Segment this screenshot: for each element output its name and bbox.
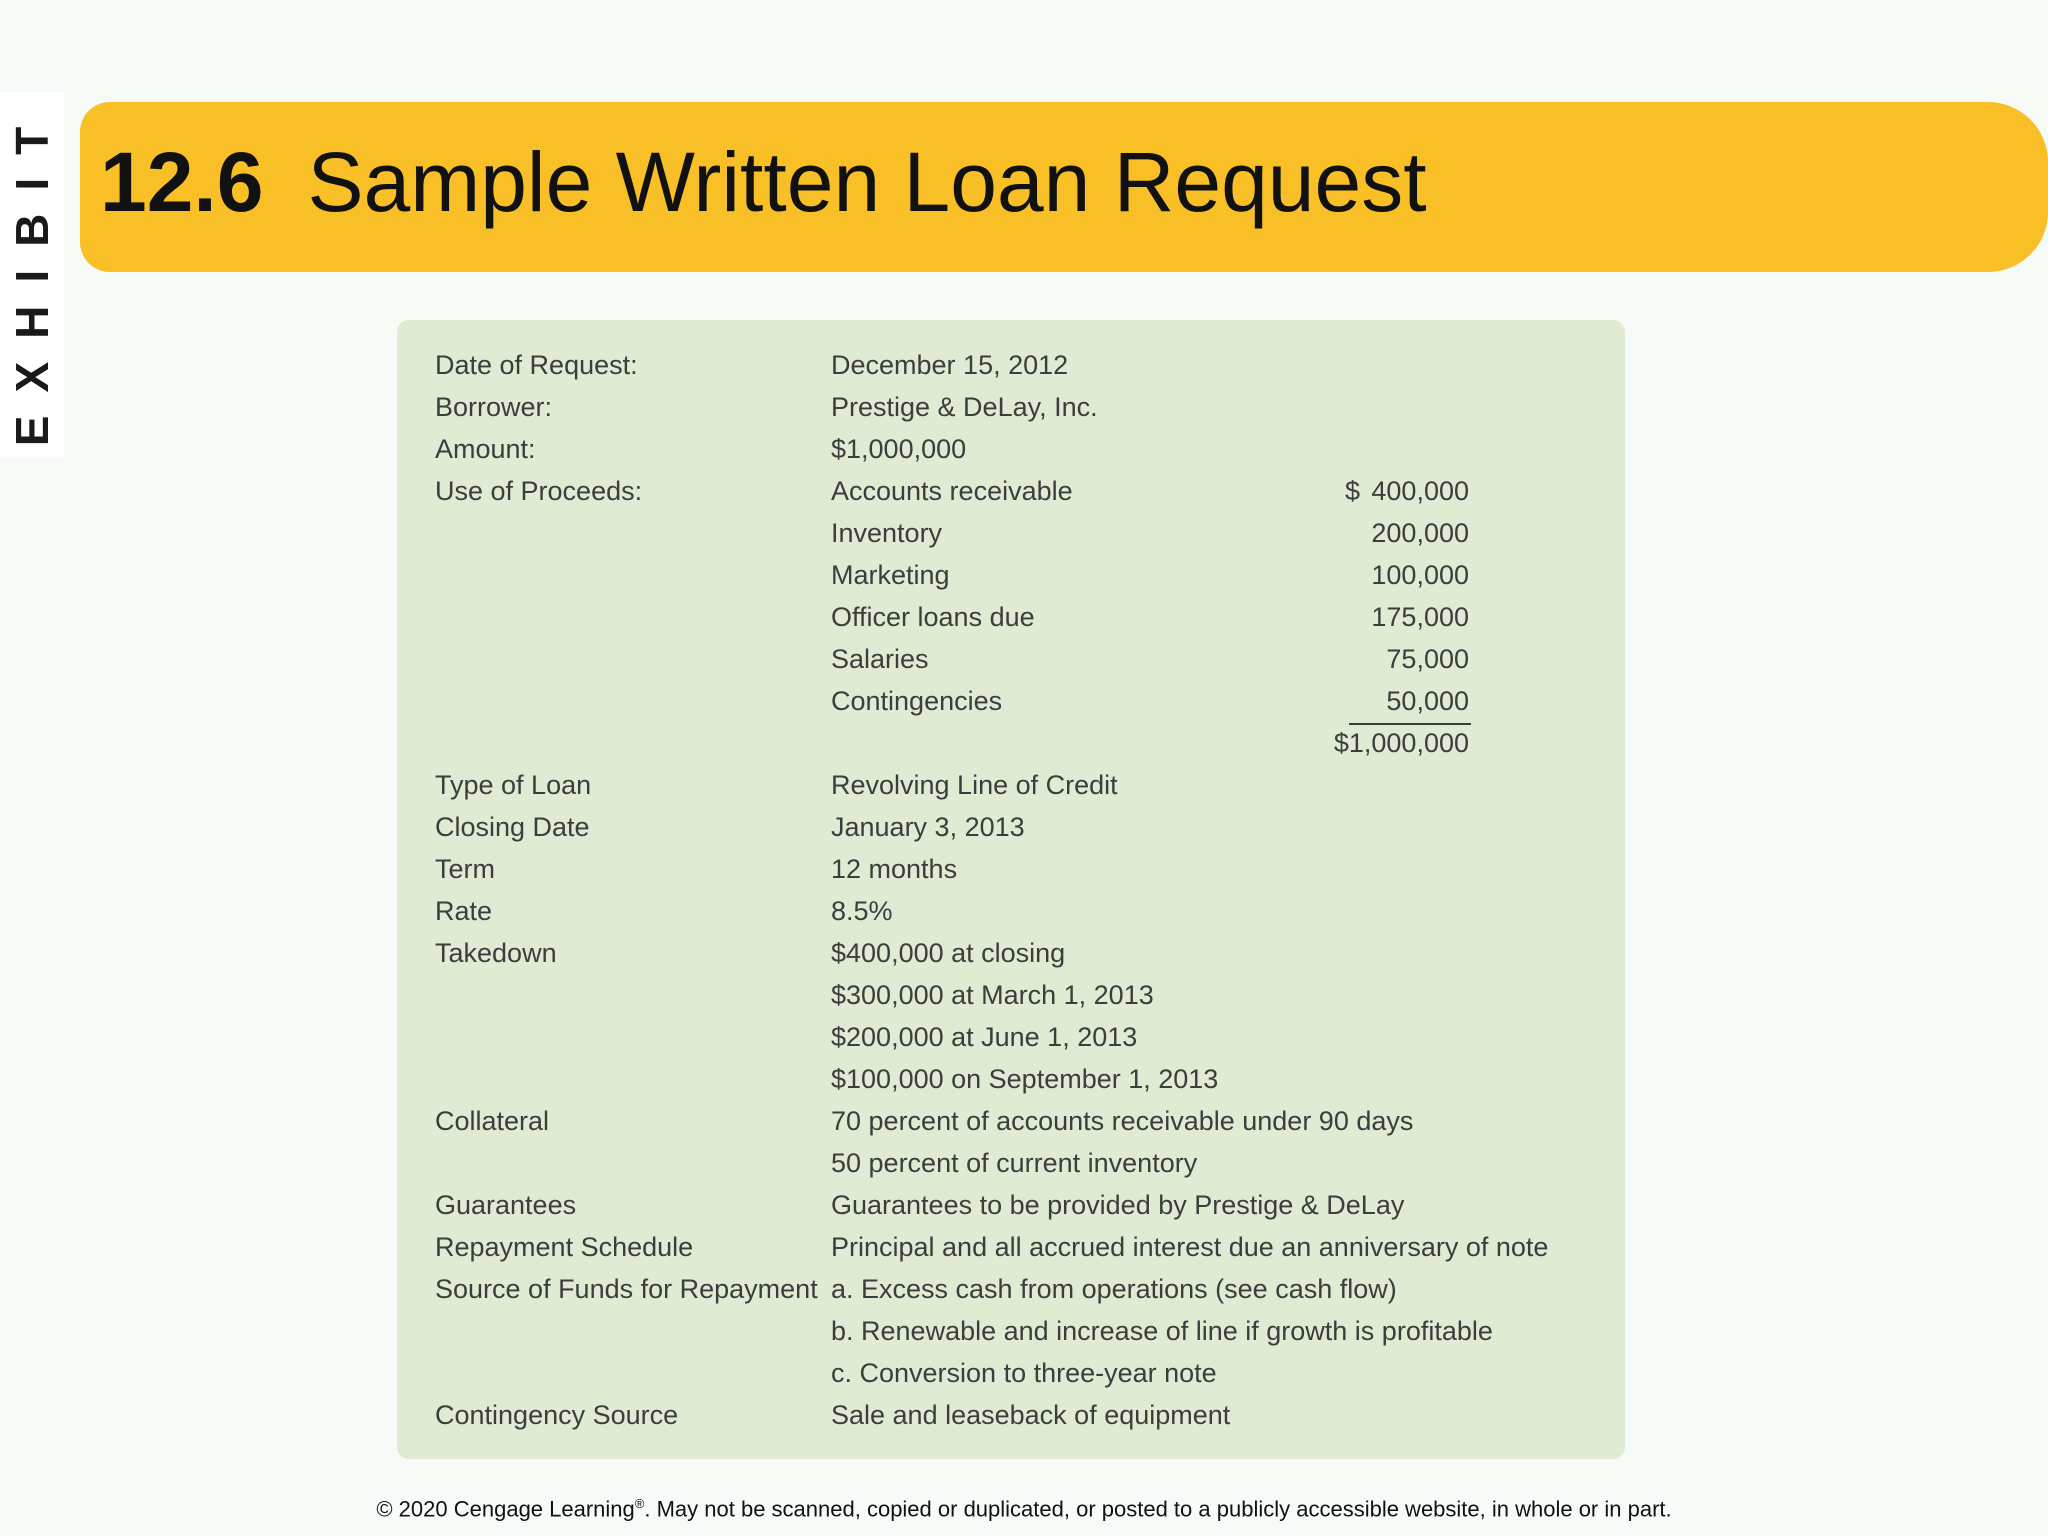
proceeds-item: Marketing bbox=[831, 560, 950, 590]
takedown-value: $400,000 at closing bbox=[831, 938, 1066, 968]
source-label: Source of Funds for Repayment bbox=[435, 1274, 818, 1304]
repayment-value: Principal and all accrued interest due an anniversary of note bbox=[831, 1232, 1549, 1262]
proceeds-amount: 100,000 bbox=[1371, 560, 1469, 590]
exhibit-label: EXHIBIT bbox=[6, 103, 58, 447]
row-date bbox=[397, 344, 1625, 386]
contingency-label: Contingency Source bbox=[435, 1400, 679, 1430]
term-value: 12 months bbox=[831, 854, 958, 884]
rate-value: 8.5% bbox=[831, 896, 893, 926]
row-source-3 bbox=[397, 1352, 1625, 1394]
exhibit-title: Sample Written Loan Request bbox=[307, 135, 1427, 229]
date-label: Date of Request: bbox=[435, 350, 638, 380]
proceeds-amount: 200,000 bbox=[1371, 518, 1469, 548]
type-value: Revolving Line of Credit bbox=[831, 770, 1118, 800]
proceeds-item: Salaries bbox=[831, 644, 929, 674]
proceeds-item: Inventory bbox=[831, 518, 943, 548]
date-value: December 15, 2012 bbox=[831, 350, 1069, 380]
row-collateral-1 bbox=[397, 1100, 1625, 1142]
proceeds-amount: 75,000 bbox=[1386, 644, 1469, 674]
row-takedown-2 bbox=[397, 974, 1625, 1016]
proceeds-item: Accounts receivable bbox=[831, 476, 1073, 506]
row-closing bbox=[397, 806, 1625, 848]
guarantees-label: Guarantees bbox=[435, 1190, 577, 1220]
proceeds-currency: $ bbox=[1345, 476, 1361, 506]
row-source-1 bbox=[397, 1268, 1625, 1310]
source-value: b. Renewable and increase of line if growth is profitable bbox=[831, 1316, 1493, 1346]
collateral-label: Collateral bbox=[435, 1106, 550, 1136]
registered-mark: ® bbox=[634, 1496, 645, 1511]
row-proceeds-total bbox=[397, 722, 1625, 764]
row-proceeds-4 bbox=[397, 596, 1625, 638]
row-proceeds-3 bbox=[397, 554, 1625, 596]
row-rate bbox=[397, 890, 1625, 932]
borrower-label: Borrower: bbox=[435, 392, 553, 422]
source-value: c. Conversion to three-year note bbox=[831, 1358, 1217, 1388]
row-source-2 bbox=[397, 1310, 1625, 1352]
page-title bbox=[100, 135, 1427, 229]
repayment-label: Repayment Schedule bbox=[435, 1232, 694, 1262]
borrower-value: Prestige & DeLay, Inc. bbox=[831, 392, 1098, 422]
closing-label: Closing Date bbox=[435, 812, 590, 842]
row-term bbox=[397, 848, 1625, 890]
takedown-value: $100,000 on September 1, 2013 bbox=[831, 1064, 1219, 1094]
row-guarantees bbox=[397, 1184, 1625, 1226]
row-takedown-4 bbox=[397, 1058, 1625, 1100]
term-label: Term bbox=[435, 854, 495, 884]
row-collateral-2 bbox=[397, 1142, 1625, 1184]
row-takedown-3 bbox=[397, 1016, 1625, 1058]
proceeds-amount: 175,000 bbox=[1371, 602, 1469, 632]
rate-label: Rate bbox=[435, 896, 493, 926]
row-proceeds-6 bbox=[397, 680, 1625, 722]
row-takedown-1 bbox=[397, 932, 1625, 974]
copyright-prefix: © 2020 Cengage Learning bbox=[376, 1496, 635, 1522]
loan-request-panel bbox=[397, 320, 1625, 1459]
proceeds-item: Contingencies bbox=[831, 686, 1003, 716]
row-proceeds-1 bbox=[397, 470, 1625, 512]
proceeds-label: Use of Proceeds: bbox=[435, 476, 643, 506]
row-amount bbox=[397, 428, 1625, 470]
amount-label: Amount: bbox=[435, 434, 536, 464]
exhibit-number: 12.6 bbox=[100, 135, 264, 229]
row-proceeds-2 bbox=[397, 512, 1625, 554]
type-label: Type of Loan bbox=[435, 770, 592, 800]
copyright-footer bbox=[0, 1496, 2048, 1522]
proceeds-amount: 50,000 bbox=[1386, 686, 1469, 716]
guarantees-value: Guarantees to be provided by Prestige & DeLay bbox=[831, 1190, 1405, 1220]
proceeds-total: $1,000,000 bbox=[1333, 728, 1469, 758]
row-proceeds-5 bbox=[397, 638, 1625, 680]
closing-value: January 3, 2013 bbox=[831, 812, 1025, 842]
contingency-value: Sale and leaseback of equipment bbox=[831, 1400, 1231, 1430]
row-repayment bbox=[397, 1226, 1625, 1268]
takedown-value: $300,000 at March 1, 2013 bbox=[831, 980, 1154, 1010]
source-value: a. Excess cash from operations (see cash flow) bbox=[831, 1274, 1397, 1304]
row-borrower bbox=[397, 386, 1625, 428]
row-contingency bbox=[397, 1394, 1625, 1436]
takedown-label: Takedown bbox=[435, 938, 557, 968]
amount-value: $1,000,000 bbox=[831, 434, 967, 464]
copyright-suffix: . May not be scanned, copied or duplicated, or posted to a publicly accessible website, in whole or in part. bbox=[644, 1496, 1672, 1522]
row-type bbox=[397, 764, 1625, 806]
proceeds-amount: 400,000 bbox=[1371, 476, 1469, 506]
collateral-value: 50 percent of current inventory bbox=[831, 1148, 1198, 1178]
takedown-value: $200,000 at June 1, 2013 bbox=[831, 1022, 1138, 1052]
collateral-value: 70 percent of accounts receivable under 90 days bbox=[831, 1106, 1414, 1136]
proceeds-item: Officer loans due bbox=[831, 602, 1035, 632]
